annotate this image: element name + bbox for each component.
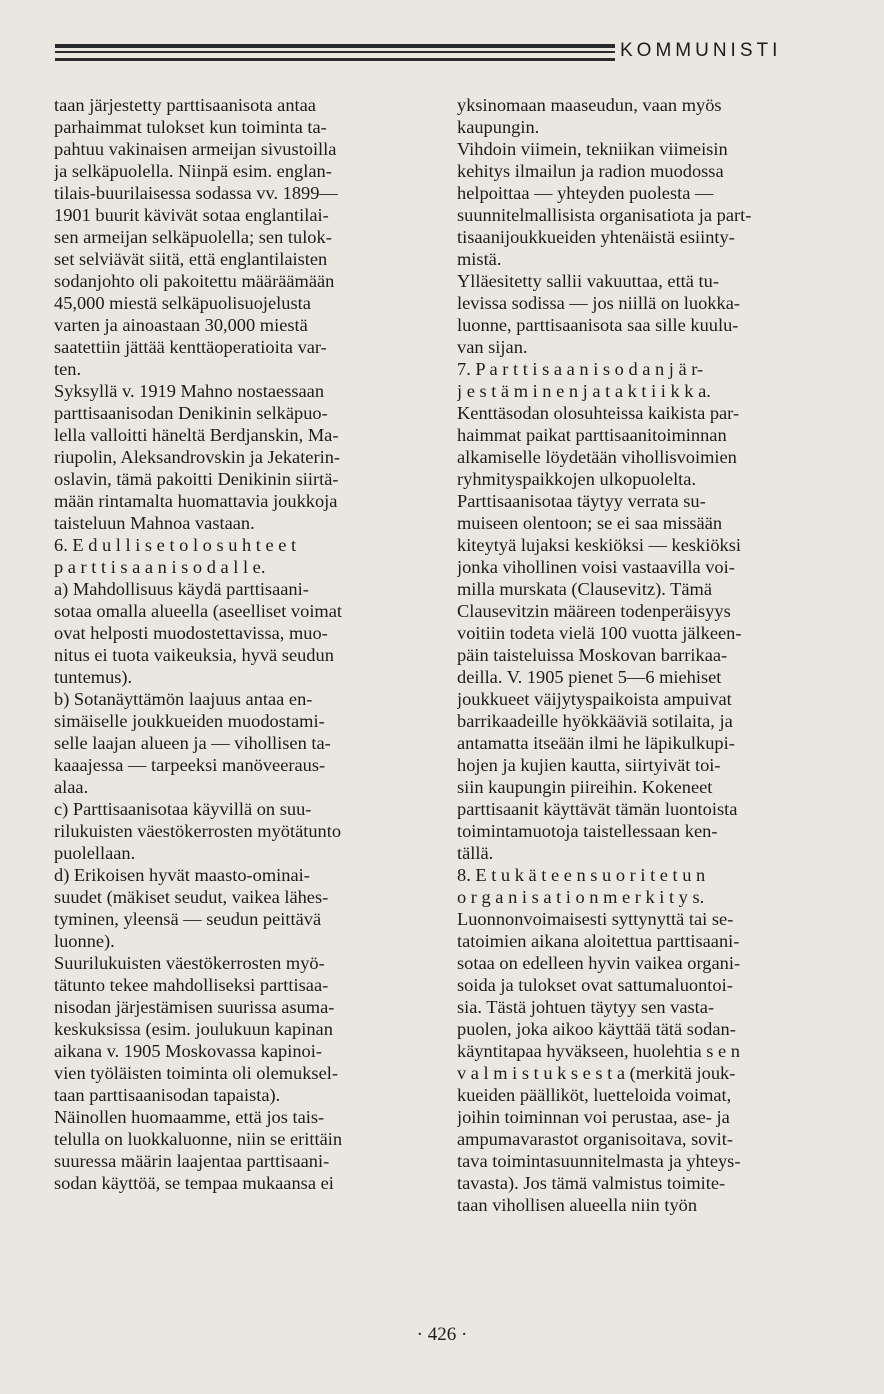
text-line: van sijan. [457,337,528,357]
header-rule-top [55,44,615,48]
running-head: KOMMUNISTI [620,40,782,61]
text-line: sodan käyttöä, se tempaa mukaansa ei [54,1173,334,1193]
header-rule-middle [55,51,615,53]
text-line: tuntemus). [54,667,133,687]
text-line: suudet (mäkiset seudut, vaikea lähes- [54,887,329,907]
text-line: levissa sodissa — jos niillä on luokka- [457,293,740,313]
text-line: puolen, joka aikoo käyttää tätä sodan- [457,1019,736,1039]
text-line: 45,000 miestä selkäpuolisuojelusta [54,293,311,313]
text-line: nisodan järjestämisen suurissa asuma- [54,997,335,1017]
text-line: 7. P a r t t i s a a n i s o d a n j ä r- [457,359,704,379]
text-line: tätunto tekee mahdolliseksi parttisaa- [54,975,329,995]
text-line: tatoimien aikana aloitettua parttisaani- [457,931,740,951]
text-line: parhaimmat tulokset kun toiminta ta- [54,117,327,137]
text-line: kiteytyä lujaksi keskiöksi — keskiöksi [457,535,742,555]
text-line: Luonnonvoimaisesti syttynyttä tai se- [457,909,734,929]
text-line: mistä. [457,249,502,269]
text-line: lella valloitti häneltä Berdjanskin, Ma- [54,425,339,445]
text-line: aikana v. 1905 Moskovassa kapinoi- [54,1041,322,1061]
text-line: Näinollen huomaamme, että jos tais- [54,1107,325,1127]
text-line: hojen ja kujien kautta, siirtyivät toi- [457,755,721,775]
text-line: antamatta itseään ilmi he läpikulkupi- [457,733,735,753]
text-line: voitiin todeta vielä 100 vuotta jälkeen- [457,623,742,643]
text-line: mään rintamalta huomattavia joukkoja [54,491,338,511]
text-line: parttisaanit käyttävät tämän luontoista [457,799,738,819]
text-line: sotaa omalla alueella (aseelliset voimat [54,601,343,621]
right-text-column [457,94,829,1216]
text-line: pahtuu vakinaisen armeijan sivustoilla [54,139,337,159]
text-line: luonne, parttisaanisota saa sille kuulu- [457,315,739,335]
text-line: Clausevitzin määreen todenperäisyys [457,601,731,621]
text-line: nitus ei tuota vaikeuksia, hyvä seudun [54,645,334,665]
text-line: puolellaan. [54,843,136,863]
text-line: helpoittaa — yhteyden puolesta — [457,183,714,203]
text-line: muiseen olentoon; se ei saa missään [457,513,723,533]
text-line: tavasta). Jos tämä valmistus toimite- [457,1173,726,1193]
text-line: Kenttäsodan olosuhteissa kaikista par- [457,403,740,423]
text-line: sotaa on edelleen hyvin vaikea organi- [457,953,741,973]
text-line: ryhmityspaikkojen ulkopuolelta. [457,469,697,489]
header-rule-bottom [55,58,615,61]
left-text-column [54,94,430,1194]
text-line: ten. [54,359,82,379]
text-line: Vihdoin viimein, tekniikan viimeisin [457,139,728,159]
text-line: siin kaupungin piireihin. Kokeneet [457,777,713,797]
text-line: riupolin, Aleksandrovskin ja Jekaterin- [54,447,341,467]
text-line: jonka vihollinen voisi vastaavilla voi- [457,557,735,577]
text-line: taan järjestetty parttisaanisota antaa [54,95,316,115]
text-line: tava toimintasuunnitelmasta ja yhteys- [457,1151,741,1171]
text-line: haimmat paikat parttisaanitoiminnan [457,425,727,445]
text-line: suuressa määrin laajentaa parttisaani- [54,1151,330,1171]
text-line: yksinomaan maaseudun, vaan myös [457,95,722,115]
text-line: ampumavarastot organisoitava, sovit- [457,1129,733,1149]
text-line: toimintamuotoja taistellessaan ken- [457,821,718,841]
text-line: o r g a n i s a t i o n m e r k i t y s. [457,887,705,907]
text-line: suunnitelmallisista organisatiota ja part- [457,205,752,225]
text-line: milla murskata (Clausevitz). Tämä [457,579,713,599]
text-line: oslavin, tämä pakoitti Denikinin siirtä- [54,469,339,489]
text-line: keskuksissa (esim. joulukuun kapinan [54,1019,333,1039]
text-line: a) Mahdollisuus käydä parttisaani- [54,579,309,599]
text-line: saatettiin jättää kenttäoperatioita var- [54,337,327,357]
text-line: rilukuisten väestökerrosten myötätunto [54,821,342,841]
text-line: käyntitapaa hyväkseen, huolehtia s e n [457,1041,740,1061]
text-line: selle laajan alueen ja — vihollisen ta- [54,733,331,753]
text-line: joukkueet väijytyspaikoista ampuivat [457,689,732,709]
text-line: alaa. [54,777,89,797]
text-line: set selviävät siitä, että englantilaisten [54,249,328,269]
text-line: deilla. V. 1905 pienet 5—6 miehiset [457,667,722,687]
text-line: telulla on luokkaluonne, niin se erittäin [54,1129,343,1149]
text-line: v a l m i s t u k s e s t a (merkitä jouk- [457,1063,736,1083]
text-line: soida ja tulokset ovat sattumaluontoi- [457,975,733,995]
text-line: tällä. [457,843,494,863]
text-line: luonne). [54,931,115,951]
text-line: p a r t t i s a a n i s o d a l l e. [54,557,266,577]
text-line: 8. E t u k ä t e e n s u o r i t e t u n [457,865,706,885]
text-line: kehitys ilmailun ja radion muodossa [457,161,724,181]
text-line: 6. E d u l l i s e t o l o s u h t e e t [54,535,297,555]
text-line: sodanjohto oli pakoitettu määräämään [54,271,335,291]
text-line: kueiden päälliköt, luetteloida voimat, [457,1085,732,1105]
text-line: Parttisaanisotaa täytyy verrata su- [457,491,706,511]
text-line: tilais-buurilaisessa sodassa vv. 1899— [54,183,338,203]
text-line: d) Erikoisen hyvät maasto-ominai- [54,865,310,885]
text-line: ovat helposti muodostettavissa, muo- [54,623,328,643]
text-line: barrikaadeille hyökkääviä sotilaita, ja [457,711,733,731]
text-line: Ylläesitetty sallii vakuuttaa, että tu- [457,271,719,291]
text-line: taan parttisaanisodan tapaista). [54,1085,281,1105]
text-line: joihin toiminnan voi perustaa, ase- ja [457,1107,730,1127]
text-line: päin taisteluissa Moskovan barrikaa- [457,645,728,665]
text-line: simäiselle joukkueiden muodostami- [54,711,325,731]
text-line: kaaajessa — tarpeeksi manöveeraus- [54,755,326,775]
text-line: b) Sotanäyttämön laajuus antaa en- [54,689,313,709]
page-number: · 426 · [416,1324,468,1345]
text-line: tisaanijoukkueiden yhtenäistä esiinty- [457,227,735,247]
text-line: j e s t ä m i n e n j a t a k t i i k k a. [457,381,711,401]
text-line: sen armeijan selkäpuolella; sen tulok- [54,227,332,247]
text-line: varten ja ainoastaan 30,000 miestä [54,315,308,335]
text-line: Suurilukuisten väestökerrosten myö- [54,953,325,973]
text-line: taan vihollisen alueella niin työn [457,1195,698,1215]
text-line: parttisaanisodan Denikinin selkäpuo- [54,403,328,423]
text-line: alkamiselle löydetään vihollisvoimien [457,447,737,467]
text-line: tyminen, yleensä — seudun peittävä [54,909,322,929]
text-line: kaupungin. [457,117,540,137]
text-line: sia. Tästä johtuen täytyy sen vasta- [457,997,715,1017]
text-line: ja selkäpuolella. Niinpä esim. englan- [54,161,332,181]
text-line: vien työläisten toiminta oli olemuksel- [54,1063,338,1083]
text-line: taisteluun Mahnoa vastaan. [54,513,255,533]
text-line: Syksyllä v. 1919 Mahno nostaessaan [54,381,325,401]
text-line: c) Parttisaanisotaa käyvillä on suu- [54,799,312,819]
text-line: 1901 buurit kävivät sotaa englantilai- [54,205,329,225]
